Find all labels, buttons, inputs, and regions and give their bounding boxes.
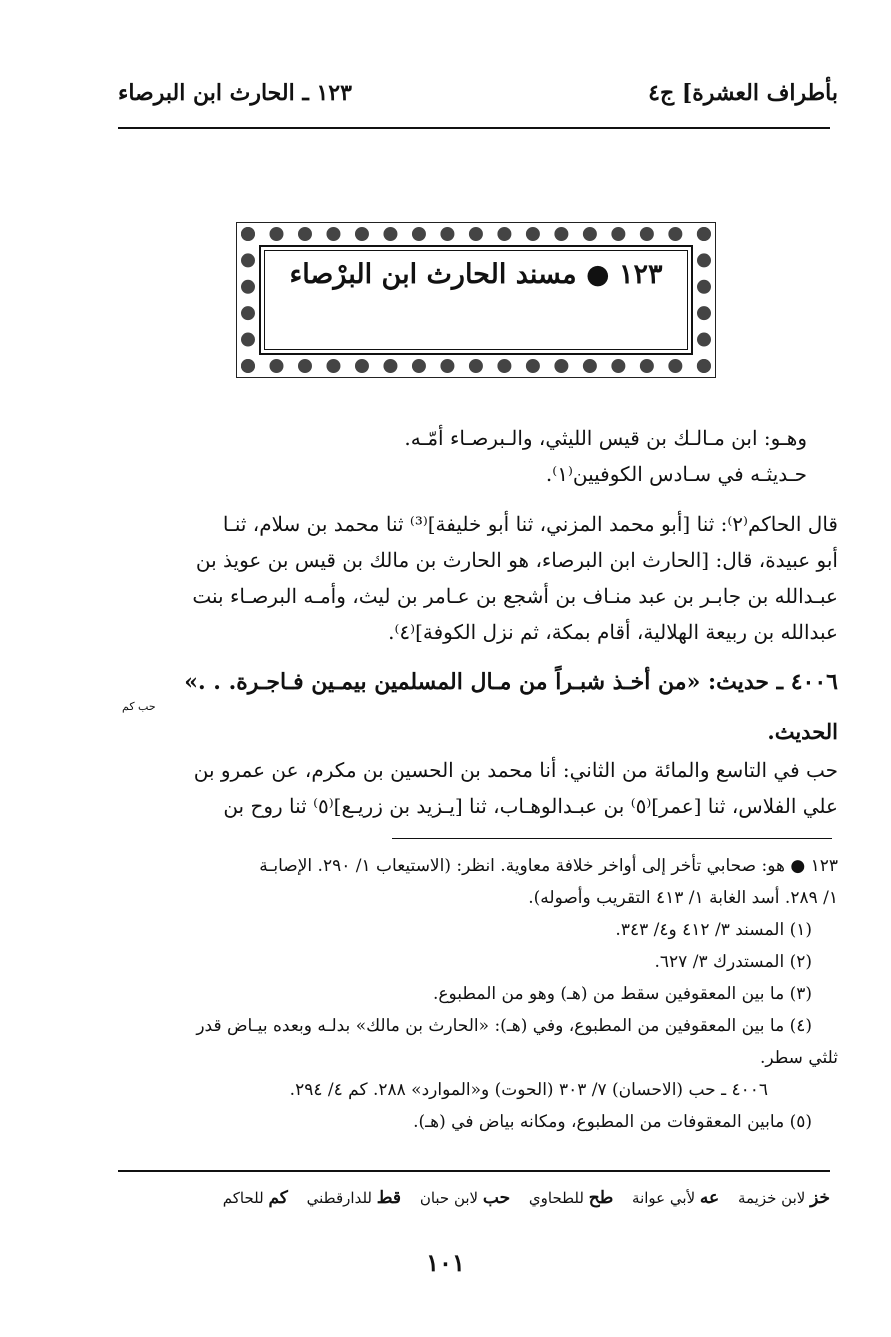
hakim-line: عبـدالله بن جابـر بن عبد منـاف بن أشجع بن عـامر بن ليث، وأمـه البرصـاء بنت <box>192 584 838 608</box>
footnote-line: ٤٠٠٦ ـ حب (الاحسان) ٧/ ٣٠٣ (الحوت) و«الموارد» ٢٨٨. كم ٤/ ٢٩٤. <box>289 1080 768 1100</box>
legend-item: كم للحاكم <box>222 1188 288 1208</box>
hadith-heading: ٤٠٠٦ ـ حديث: «من أخـذ شبـراً من مـال المسلمين بيمـين فـاجـرة. . .» <box>184 669 838 695</box>
running-head-book-title: بأطراف العشرة] ج٤ <box>648 80 838 106</box>
ornamental-title-frame <box>236 222 716 378</box>
legend-item: عه لأبي عوانة <box>632 1188 720 1208</box>
abbreviation-legend <box>118 1188 830 1208</box>
hakim-line: قال الحاكم⁽٢⁾: ثنا [أبو محمد المزني، ثنا أبو خليفة]⁽³⁾ ثنا محمد بن سلام، ثنـا <box>222 512 838 536</box>
hadith-sigla: حب كم <box>122 700 156 713</box>
footnote-line: (٣) ما بين المعقوفين سقط من (هـ) وهو من المطبوع. <box>432 984 812 1004</box>
hakim-line: عبدالله بن ربيعة الهلالية، أقام بمكة، ثم نزل الكوفة]⁽٤⁾. <box>388 620 838 644</box>
footnote-separator <box>392 838 832 839</box>
hadith-tail: الحديث. <box>767 719 838 744</box>
footnote-line: ١٢٣ ● هو: صحابي تأخر إلى أواخر خلافة معاوية. انظر: (الاستيعاب ١/ ٢٩٠. الإصابـة <box>259 856 838 876</box>
footnote-line: (٤) ما بين المعقوفين من المطبوع، وفي (هـ): «الحارث بن مالك» بدلـه وبعده بيـاض قدر <box>196 1016 812 1036</box>
legend-item: قط للدارقطني <box>306 1188 402 1208</box>
footnotes <box>118 850 838 1138</box>
legend-item: حب لابن حبان <box>419 1188 511 1208</box>
intro-line: حـديثـه في سـادس الكوفيين⁽١⁾. <box>545 462 807 486</box>
footnote-line: (٢) المستدرك ٣/ ٦٢٧. <box>654 952 812 972</box>
musnad-title: ١٢٣ ● مسند الحارث ابن البرْصاء <box>289 259 663 290</box>
hakim-paragraph <box>118 506 838 650</box>
isnad-line: علي الفلاس، ثنا [عمر]⁽٥⁾ بن عبـدالوهـاب، ثنا [يـزيد بن زريـع]⁽٥⁾ ثنا روح بن <box>223 794 838 818</box>
running-head-chapter-title: ١٢٣ ـ الحارث ابن البرصاء <box>118 80 352 106</box>
legend-item: طح للطحاوي <box>528 1188 614 1208</box>
intro-paragraph <box>167 420 807 492</box>
isnad-paragraph <box>118 752 838 824</box>
legend-item: خز لابن خزيمة <box>737 1188 830 1208</box>
footnote-line: ثلثي سطر. <box>759 1048 838 1068</box>
hakim-line: أبو عبيدة، قال: [الحارث ابن البرصاء، هو الحارث بن مالك بن قيس بن عويذ بن <box>195 548 838 572</box>
isnad-line: حب في التاسع والمائة من الثاني: أنا محمد بن الحسين بن مكرم، عن عمرو بن <box>193 758 838 782</box>
footnote-line: ١/ ٢٨٩. أسد الغابة ١/ ٤١٣ التقريب وأصوله). <box>528 888 838 908</box>
header-rule <box>118 127 830 129</box>
intro-line: وهـو: ابن مـالـك بن قيس الليثي، والـبرصـاء أمّـه. <box>404 426 807 450</box>
page-number: ١٠١ <box>426 1248 465 1277</box>
footnote-line: (٥) مابين المعقوفات من المطبوع، ومكانه بياض في (هـ). <box>413 1112 812 1132</box>
legend-separator <box>118 1170 830 1172</box>
footnote-line: (١) المسند ٣/ ٤١٢ و٤/ ٣٤٣. <box>615 920 812 940</box>
running-head <box>118 80 838 120</box>
